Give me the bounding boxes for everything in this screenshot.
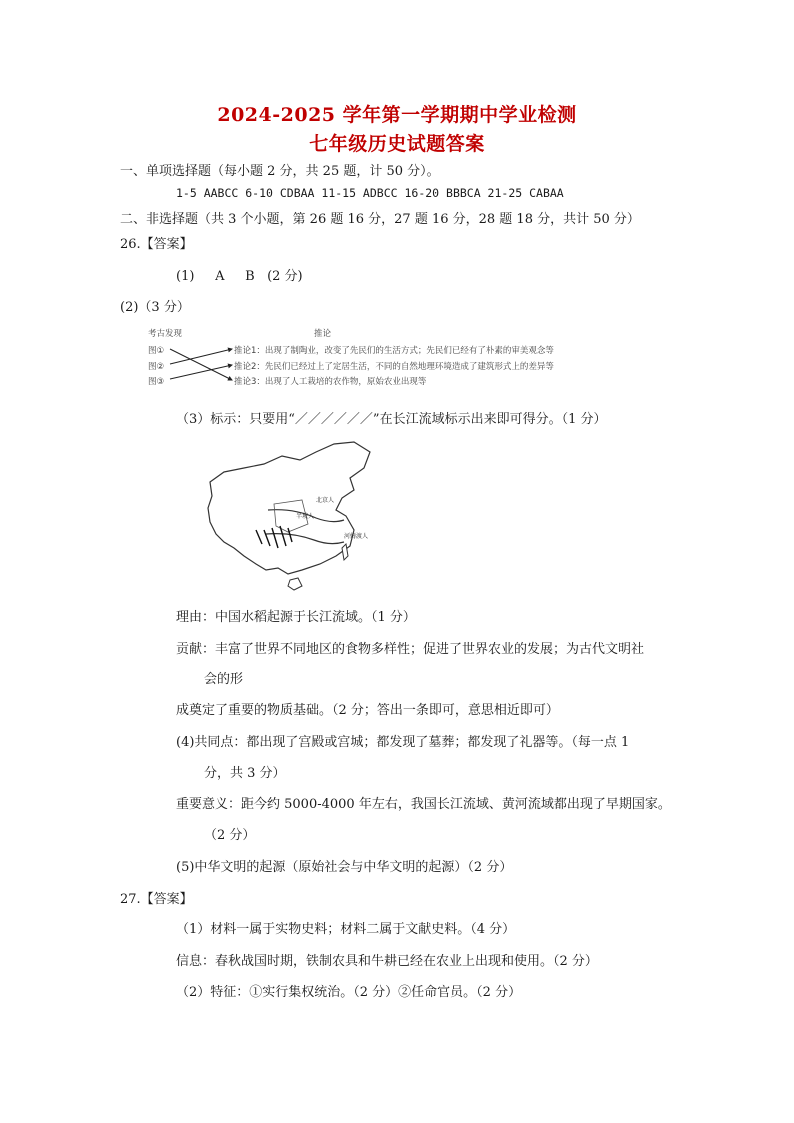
matching-diagram [146, 327, 636, 389]
section2-heading: 二、非选择题（共 3 个小题，第 26 题 16 分，27 题 16 分，28 题 18 分，共计 50 分） [120, 212, 640, 227]
title-line-1: 2024-2025 学年第一学期期中学业检测 [217, 104, 577, 126]
q26-significance-1: 重要意义：距今约 5000-4000 年左右，我国长江流域、黄河流域都出现了早期国家。 [176, 797, 671, 812]
section1-heading: 一、单项选择题（每小题 2 分，共 25 题，计 50 分）。 [120, 164, 440, 179]
q26-reason: 理由：中国水稻起源于长江流域。（1 分） [176, 610, 416, 625]
match-right-item: 推论1：出现了制陶业，改变了先民们的生活方式；先民们已经有了朴素的审美观念等 [234, 346, 554, 356]
q26-contribution-1: 贡献：丰富了世界不同地区的食物多样性；促进了世界农业的发展；为古代文明社 [176, 642, 645, 657]
map-label-beijing: 北京人 [316, 497, 335, 504]
q26-label: 26.【答案】 [120, 237, 193, 252]
match-right-item: 推论3：出现了人工栽培的农作物，原始农业出现等 [234, 377, 427, 387]
match-left-item: 图② [148, 362, 165, 372]
q26-part2-label: (2)（3 分） [120, 300, 190, 315]
q26-part4-1: (4)共同点：都出现了宫殿或宫城；都发现了墓葬；都发现了礼器等。（每一点 1 [176, 735, 630, 750]
china-map-outline [204, 438, 384, 593]
q26-part4-2: 分，共 3 分） [204, 766, 286, 781]
match-line [170, 365, 232, 379]
q27-part1: （1）材料一属于实物史料；材料二属于文献史料。（4 分） [176, 922, 516, 937]
q26-contribution-2: 会的形 [204, 672, 244, 687]
china-map [204, 438, 384, 593]
match-line [170, 349, 232, 380]
q27-label: 27.【答案】 [120, 892, 193, 907]
q26-contribution-3: 成奠定了重要的物质基础。（2 分；答出一条即可，意思相近即可） [176, 703, 559, 718]
match-left-item: 图③ [148, 377, 165, 387]
section1-answers: 1-5 AABCC 6-10 CDBAA 11-15 ADBCC 16-20 BBBCA 21-25 CABAA [176, 186, 564, 200]
q26-part5: (5)中华文明的起源（原始社会与中华文明的起源）（2 分） [176, 860, 513, 875]
title-line-2: 七年级历史试题答案 [309, 133, 485, 155]
match-left-header: 考古发现 [148, 329, 183, 339]
match-left-item: 图① [148, 346, 165, 356]
q27-part2: （2）特征：①实行集权统治。（2 分）②任命官员。（2 分） [176, 985, 522, 1000]
q26-part1: (1) A B (2 分) [176, 269, 303, 284]
hainan-outline [288, 578, 302, 590]
q26-significance-2: （2 分） [204, 828, 256, 843]
match-right-item: 推论2：先民们已经过上了定居生活，不同的自然地理环境造成了建筑形式上的差异等 [234, 362, 554, 372]
match-right-header: 推论 [314, 329, 332, 339]
map-label-hemudu: 河姆渡人 [344, 533, 369, 540]
match-lines [168, 341, 240, 389]
q27-info: 信息：春秋战国时期，铁制农具和牛耕已经在农业上出现和使用。（2 分） [176, 954, 598, 969]
q26-part3: （3）标示：只要用“／／／／／／”在长江流域标示出来即可得分。（1 分） [176, 412, 607, 427]
map-label-banpo: 半坡人 [296, 513, 315, 520]
match-line [170, 349, 232, 364]
